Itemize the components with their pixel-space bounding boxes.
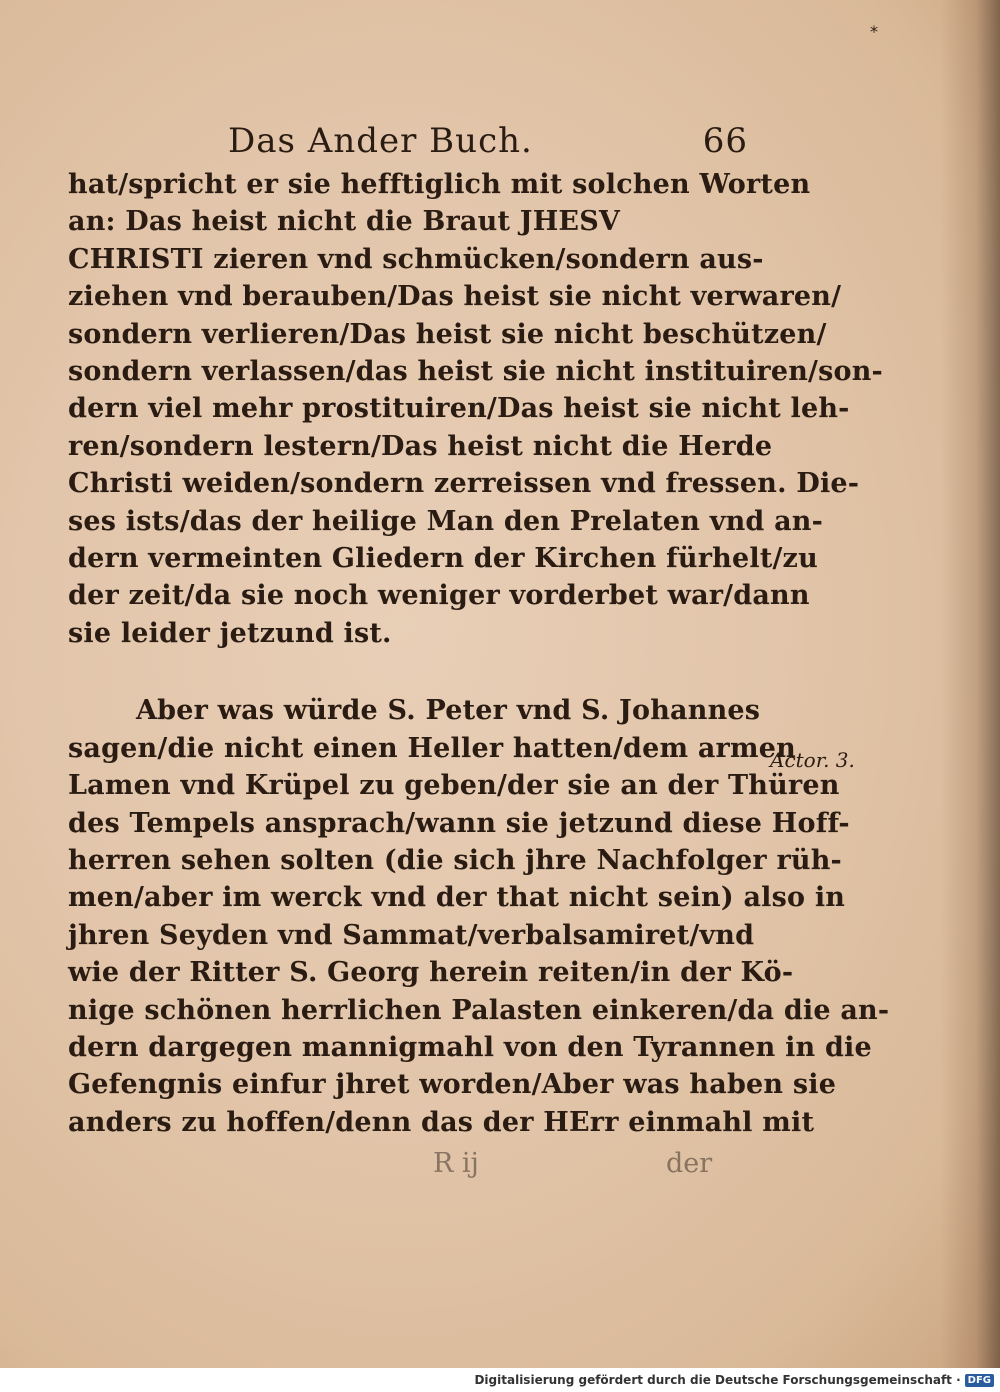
text-line: wie der Ritter S. Georg herein reiten/in der Kö- [68, 957, 794, 989]
signature-mark: R ij [433, 1148, 479, 1179]
text-line: des Tempels ansprach/wann sie jetzund diese Hoff- [68, 807, 850, 839]
text-line: nige schönen herrlichen Palasten einkeren/da die an- [68, 994, 890, 1026]
marginal-note: Actor. 3. [770, 748, 855, 772]
text-line: hat/spricht er sie hefftiglich mit solchen Worten [68, 169, 811, 200]
text-line: ziehen vnd berauben/Das heist sie nicht verwaren/ [68, 281, 842, 313]
footer-text: Digitalisierung gefördert durch die Deutsche Forschungsgemeinschaft · [474, 1373, 961, 1387]
text-line: men/aber im werck vnd der that nicht sein) also in [68, 882, 846, 914]
text-line: ses ists/das der heilige Man den Prelaten vnd an- [68, 505, 824, 537]
text-line: jhren Seyden vnd Sammat/verbalsamiret/vnd [68, 919, 755, 951]
corner-mark: * [870, 22, 878, 41]
text-line: herren sehen solten (die sich jhre Nachfolger rüh- [68, 844, 842, 876]
text-line: sondern verlassen/das heist sie nicht instituiren/son- [68, 356, 883, 388]
text-line: dern viel mehr prostituiren/Das heist sie nicht leh- [68, 393, 850, 425]
text-line: sagen/die nicht einen Heller hatten/dem armen [68, 732, 796, 764]
text-line: an: Das heist nicht die Braut JHESV [68, 206, 621, 238]
catchword: der [666, 1148, 713, 1179]
dfg-logo-icon: DFG [965, 1374, 994, 1387]
page-number: 66 [702, 121, 748, 161]
paragraph-gap [68, 652, 768, 692]
text-line: Lamen vnd Krüpel zu geben/der sie an der Thüren [68, 770, 840, 802]
text-line: dern vermeinten Gliedern der Kirchen fürhelt/zu [68, 543, 818, 575]
text-line: sie leider jetzund ist. [68, 617, 392, 649]
text-line: anders zu hoffen/denn das der HErr einmahl mit [68, 1106, 815, 1138]
text-line: ren/sondern lestern/Das heist nicht die Herde [68, 430, 773, 462]
gutter-shadow [940, 0, 1000, 1368]
text-line: dern dargegen mannigmahl von den Tyrannen in die [68, 1031, 872, 1063]
text-line: Aber was würde S. Peter vnd S. Johannes [136, 695, 761, 727]
digitization-footer [0, 1368, 1000, 1392]
text-line: der zeit/da sie noch weniger vorderbet war/dann [68, 580, 810, 612]
paragraph-1 [68, 166, 883, 652]
text-line: Christi weiden/sondern zerreissen vnd fressen. Die- [68, 468, 860, 500]
text-line: CHRISTI zieren vnd schmücken/sondern aus- [68, 243, 764, 275]
text-line: Gefengnis einfur jhret worden/Aber was haben sie [68, 1069, 837, 1101]
running-head [68, 118, 768, 164]
text-line: sondern verlieren/Das heist sie nicht beschützen/ [68, 318, 827, 350]
running-head-title: Das Ander Buch. [228, 121, 533, 161]
